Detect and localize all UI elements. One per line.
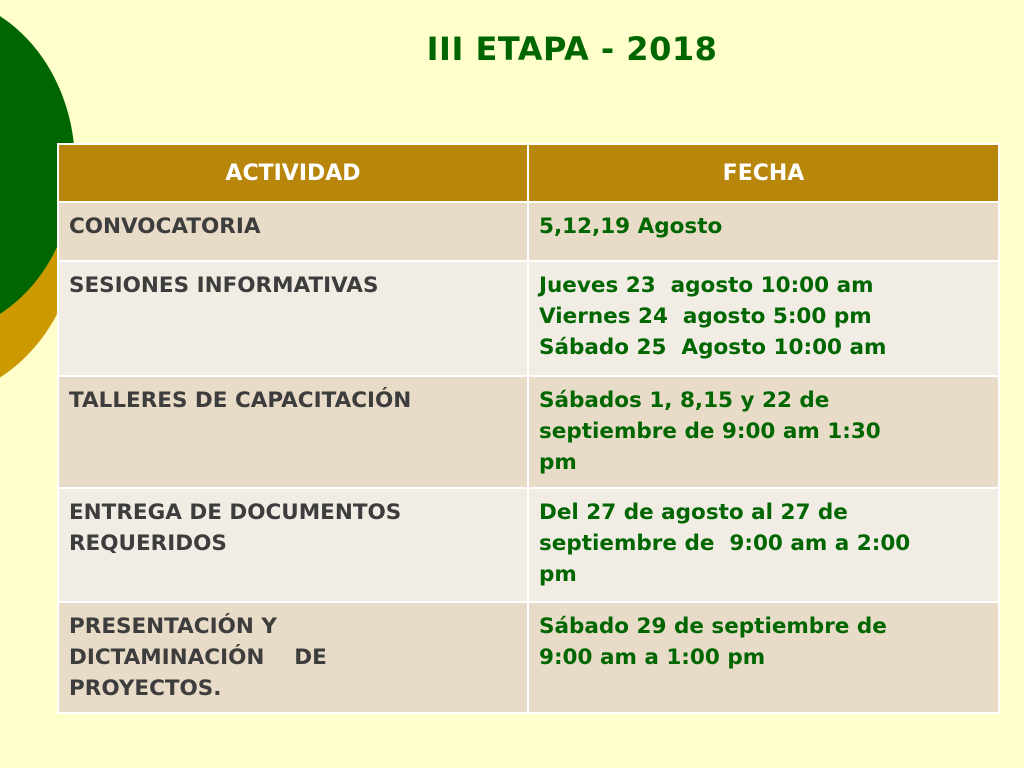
header-date: FECHA bbox=[528, 144, 999, 202]
activity-cell bbox=[58, 261, 528, 376]
activity-line: REQUERIDOS bbox=[69, 531, 227, 556]
date-line: Sábados 1, 8,15 y 22 de bbox=[539, 388, 830, 413]
activity-cell bbox=[58, 376, 528, 488]
table-row bbox=[58, 202, 999, 261]
date-line: septiembre de 9:00 am a 2:00 bbox=[539, 531, 911, 556]
slide-title: III ETAPA - 2018 bbox=[426, 30, 718, 68]
table-row bbox=[58, 261, 999, 376]
date-line: pm bbox=[539, 450, 577, 475]
activity-line: CONVOCATORIA bbox=[69, 214, 261, 239]
date-line: Jueves 23 agosto 10:00 am bbox=[539, 273, 874, 298]
activity-line: DICTAMINACIÓN DE bbox=[69, 645, 327, 670]
activity-cell bbox=[58, 202, 528, 261]
date-line: Sábado 29 de septiembre de bbox=[539, 614, 887, 639]
date-line: 9:00 am a 1:00 pm bbox=[539, 645, 766, 670]
header-activity: ACTIVIDAD bbox=[58, 144, 528, 202]
date-cell bbox=[528, 376, 999, 488]
activity-line: PRESENTACIÓN Y bbox=[69, 614, 277, 639]
activity-cell bbox=[58, 602, 528, 713]
activity-line: SESIONES INFORMATIVAS bbox=[69, 273, 379, 298]
schedule-table bbox=[57, 143, 1000, 714]
activity-line: PROYECTOS. bbox=[69, 676, 222, 701]
table-row bbox=[58, 376, 999, 488]
date-line: Viernes 24 agosto 5:00 pm bbox=[539, 304, 872, 329]
date-line: 5,12,19 Agosto bbox=[539, 214, 723, 239]
activity-line: TALLERES DE CAPACITACIÓN bbox=[69, 388, 412, 413]
date-line: pm bbox=[539, 562, 577, 587]
date-cell bbox=[528, 488, 999, 602]
date-line: Sábado 25 Agosto 10:00 am bbox=[539, 335, 887, 360]
table-row bbox=[58, 488, 999, 602]
date-cell bbox=[528, 602, 999, 713]
date-line: Del 27 de agosto al 27 de bbox=[539, 500, 848, 525]
date-cell bbox=[528, 202, 999, 261]
date-cell bbox=[528, 261, 999, 376]
table-header-row bbox=[58, 144, 999, 202]
date-line: septiembre de 9:00 am 1:30 bbox=[539, 419, 881, 444]
activity-cell bbox=[58, 488, 528, 602]
activity-line: ENTREGA DE DOCUMENTOS bbox=[69, 500, 402, 525]
table-row bbox=[58, 602, 999, 713]
